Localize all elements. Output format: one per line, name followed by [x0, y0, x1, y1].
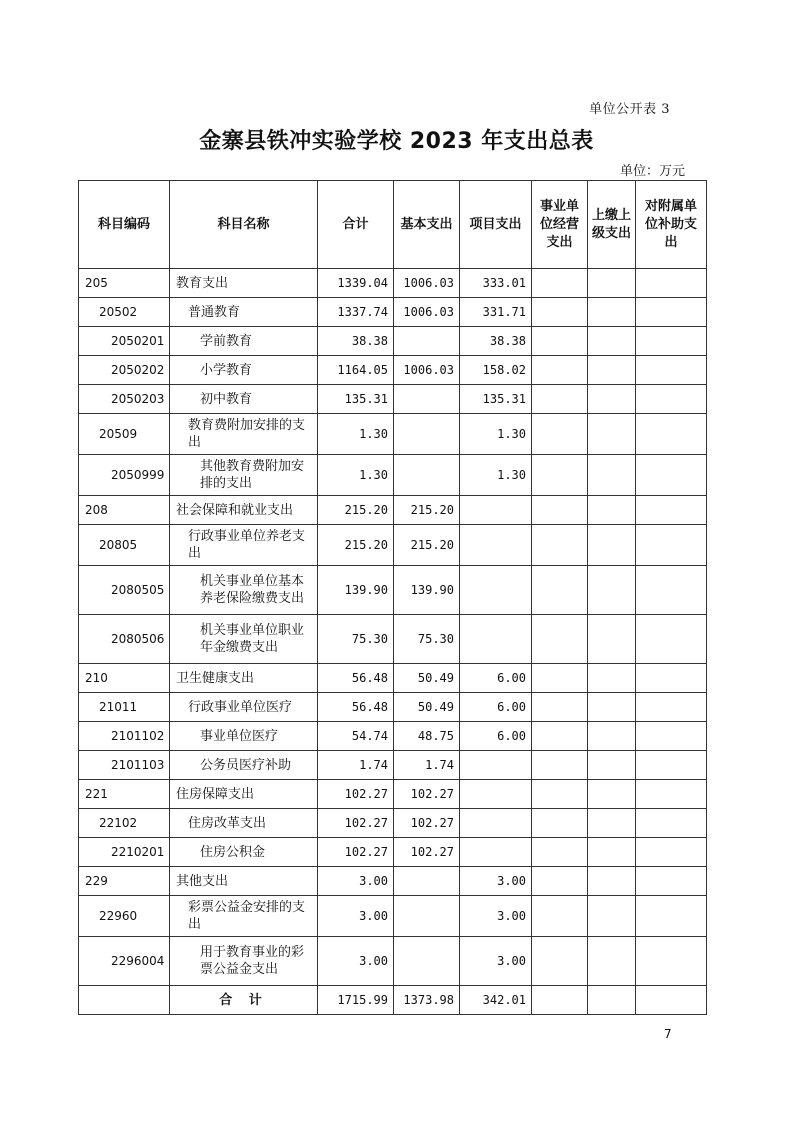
header-code: 科目编码: [79, 181, 170, 269]
cell-subsidy: [636, 356, 707, 385]
cell-total: 54.74: [318, 722, 394, 751]
cell-subsidy: [636, 525, 707, 566]
cell-code: 2050203: [79, 385, 170, 414]
cell-total: 1.30: [318, 414, 394, 455]
cell-upper: [588, 327, 636, 356]
table-row: [79, 809, 707, 838]
cell-basic: 50.49: [394, 664, 460, 693]
cell-biz: [532, 809, 588, 838]
cell-code: 20502: [79, 298, 170, 327]
cell-total: 38.38: [318, 327, 394, 356]
cell-name: 公务员医疗补助: [170, 751, 318, 780]
cell-code: 22960: [79, 896, 170, 937]
expenditure-table: [78, 180, 707, 1015]
total-upper: [588, 986, 636, 1015]
table-row: [79, 298, 707, 327]
table-row: [79, 269, 707, 298]
cell-biz: [532, 327, 588, 356]
cell-code: [79, 986, 170, 1015]
cell-basic: 1006.03: [394, 356, 460, 385]
cell-code: 20509: [79, 414, 170, 455]
cell-upper: [588, 269, 636, 298]
cell-subsidy: [636, 751, 707, 780]
cell-code: 221: [79, 780, 170, 809]
cell-name: 彩票公益金安排的支出: [170, 896, 318, 937]
cell-total: 56.48: [318, 664, 394, 693]
total-subsidy: [636, 986, 707, 1015]
cell-biz: [532, 838, 588, 867]
cell-project: 3.00: [460, 867, 532, 896]
cell-basic: [394, 455, 460, 496]
cell-project: 38.38: [460, 327, 532, 356]
cell-subsidy: [636, 896, 707, 937]
cell-project: 331.71: [460, 298, 532, 327]
table-row: [79, 327, 707, 356]
table-row: [79, 566, 707, 615]
page-title: 金寨县铁冲实验学校 2023 年支出总表: [199, 129, 594, 154]
cell-biz: [532, 566, 588, 615]
cell-basic: [394, 385, 460, 414]
cell-subsidy: [636, 867, 707, 896]
cell-basic: 102.27: [394, 780, 460, 809]
table-row: [79, 838, 707, 867]
cell-upper: [588, 298, 636, 327]
header-biz: 事业单位经营支出: [532, 181, 588, 269]
cell-biz: [532, 615, 588, 664]
cell-basic: 50.49: [394, 693, 460, 722]
cell-biz: [532, 896, 588, 937]
cell-project: [460, 751, 532, 780]
cell-name: 其他支出: [170, 867, 318, 896]
cell-basic: 102.27: [394, 809, 460, 838]
cell-upper: [588, 566, 636, 615]
cell-project: 3.00: [460, 896, 532, 937]
table-row: [79, 937, 707, 986]
table-row: [79, 751, 707, 780]
cell-biz: [532, 455, 588, 496]
cell-basic: 75.30: [394, 615, 460, 664]
cell-total: 3.00: [318, 867, 394, 896]
cell-project: 158.02: [460, 356, 532, 385]
table-row: [79, 664, 707, 693]
cell-code: 2210201: [79, 838, 170, 867]
cell-name: 学前教育: [170, 327, 318, 356]
cell-biz: [532, 693, 588, 722]
cell-biz: [532, 269, 588, 298]
cell-total: 102.27: [318, 809, 394, 838]
cell-total: 1.30: [318, 455, 394, 496]
cell-basic: [394, 937, 460, 986]
cell-basic: 215.20: [394, 496, 460, 525]
cell-total: 56.48: [318, 693, 394, 722]
cell-subsidy: [636, 496, 707, 525]
cell-basic: 102.27: [394, 838, 460, 867]
header-name: 科目名称: [170, 181, 318, 269]
table-row: [79, 414, 707, 455]
cell-biz: [532, 867, 588, 896]
total-biz: [532, 986, 588, 1015]
cell-code: 210: [79, 664, 170, 693]
cell-basic: 48.75: [394, 722, 460, 751]
cell-subsidy: [636, 809, 707, 838]
cell-code: 2080505: [79, 566, 170, 615]
cell-biz: [532, 414, 588, 455]
table-row: [79, 722, 707, 751]
cell-project: 6.00: [460, 664, 532, 693]
cell-project: [460, 615, 532, 664]
table-row: [79, 780, 707, 809]
cell-name: 行政事业单位养老支出: [170, 525, 318, 566]
cell-upper: [588, 525, 636, 566]
cell-upper: [588, 414, 636, 455]
cell-name: 社会保障和就业支出: [170, 496, 318, 525]
cell-subsidy: [636, 693, 707, 722]
cell-biz: [532, 298, 588, 327]
cell-project: [460, 566, 532, 615]
cell-code: 2101102: [79, 722, 170, 751]
table-row: [79, 455, 707, 496]
cell-total: 215.20: [318, 525, 394, 566]
total-total: 1715.99: [318, 986, 394, 1015]
cell-project: 6.00: [460, 693, 532, 722]
cell-upper: [588, 937, 636, 986]
cell-project: [460, 838, 532, 867]
cell-code: 2101103: [79, 751, 170, 780]
cell-code: 2050201: [79, 327, 170, 356]
cell-code: 20805: [79, 525, 170, 566]
cell-subsidy: [636, 615, 707, 664]
cell-upper: [588, 455, 636, 496]
cell-upper: [588, 693, 636, 722]
cell-total: 135.31: [318, 385, 394, 414]
cell-code: 21011: [79, 693, 170, 722]
cell-project: 1.30: [460, 414, 532, 455]
cell-project: [460, 525, 532, 566]
cell-basic: 139.90: [394, 566, 460, 615]
cell-code: 205: [79, 269, 170, 298]
cell-total: 3.00: [318, 896, 394, 937]
cell-name: 行政事业单位医疗: [170, 693, 318, 722]
cell-total: 1337.74: [318, 298, 394, 327]
cell-total: 102.27: [318, 780, 394, 809]
cell-project: 6.00: [460, 722, 532, 751]
table-row: [79, 867, 707, 896]
cell-project: [460, 780, 532, 809]
cell-name: 教育支出: [170, 269, 318, 298]
cell-biz: [532, 937, 588, 986]
table-row: [79, 896, 707, 937]
cell-subsidy: [636, 780, 707, 809]
cell-subsidy: [636, 838, 707, 867]
total-label: 合 计: [170, 986, 318, 1015]
cell-subsidy: [636, 269, 707, 298]
cell-upper: [588, 664, 636, 693]
cell-upper: [588, 867, 636, 896]
cell-subsidy: [636, 385, 707, 414]
page-number: 7: [664, 1027, 672, 1041]
cell-name: 住房公积金: [170, 838, 318, 867]
cell-total: 1164.05: [318, 356, 394, 385]
cell-project: 1.30: [460, 455, 532, 496]
unit-label: 单位：万元: [619, 164, 685, 179]
cell-subsidy: [636, 455, 707, 496]
header-project: 项目支出: [460, 181, 532, 269]
cell-basic: 1006.03: [394, 298, 460, 327]
table-body: [79, 269, 707, 1015]
cell-biz: [532, 780, 588, 809]
cell-subsidy: [636, 327, 707, 356]
table-row: [79, 496, 707, 525]
cell-basic: 1006.03: [394, 269, 460, 298]
cell-name: 机关事业单位职业年金缴费支出: [170, 615, 318, 664]
cell-name: 初中教育: [170, 385, 318, 414]
cell-total: 215.20: [318, 496, 394, 525]
cell-total: 139.90: [318, 566, 394, 615]
table-row: [79, 525, 707, 566]
cell-code: 2050202: [79, 356, 170, 385]
cell-biz: [532, 525, 588, 566]
cell-upper: [588, 780, 636, 809]
cell-project: 3.00: [460, 937, 532, 986]
cell-biz: [532, 356, 588, 385]
table-number: 单位公开表 3: [589, 102, 670, 117]
table-header-row: [79, 181, 707, 269]
cell-project: 135.31: [460, 385, 532, 414]
cell-project: 333.01: [460, 269, 532, 298]
cell-upper: [588, 356, 636, 385]
cell-name: 住房保障支出: [170, 780, 318, 809]
table-row: [79, 693, 707, 722]
cell-total: 1.74: [318, 751, 394, 780]
cell-total: 1339.04: [318, 269, 394, 298]
cell-upper: [588, 615, 636, 664]
cell-upper: [588, 385, 636, 414]
cell-name: 其他教育费附加安排的支出: [170, 455, 318, 496]
cell-code: 2296004: [79, 937, 170, 986]
cell-subsidy: [636, 566, 707, 615]
cell-upper: [588, 809, 636, 838]
cell-subsidy: [636, 298, 707, 327]
cell-code: 2080506: [79, 615, 170, 664]
cell-upper: [588, 496, 636, 525]
cell-code: 229: [79, 867, 170, 896]
cell-code: 208: [79, 496, 170, 525]
cell-name: 普通教育: [170, 298, 318, 327]
header-basic: 基本支出: [394, 181, 460, 269]
cell-name: 用于教育事业的彩票公益金支出: [170, 937, 318, 986]
cell-project: [460, 496, 532, 525]
header-upper: 上缴上级支出: [588, 181, 636, 269]
cell-subsidy: [636, 722, 707, 751]
header-total: 合计: [318, 181, 394, 269]
cell-basic: [394, 867, 460, 896]
table-row: [79, 356, 707, 385]
cell-upper: [588, 751, 636, 780]
cell-name: 住房改革支出: [170, 809, 318, 838]
cell-biz: [532, 385, 588, 414]
cell-subsidy: [636, 414, 707, 455]
cell-code: 22102: [79, 809, 170, 838]
total-project: 342.01: [460, 986, 532, 1015]
cell-name: 卫生健康支出: [170, 664, 318, 693]
cell-total: 75.30: [318, 615, 394, 664]
cell-upper: [588, 838, 636, 867]
total-basic: 1373.98: [394, 986, 460, 1015]
table-row: [79, 615, 707, 664]
cell-project: [460, 809, 532, 838]
cell-subsidy: [636, 937, 707, 986]
total-row: [79, 986, 707, 1015]
cell-biz: [532, 751, 588, 780]
cell-name: 事业单位医疗: [170, 722, 318, 751]
cell-basic: 1.74: [394, 751, 460, 780]
cell-biz: [532, 664, 588, 693]
cell-code: 2050999: [79, 455, 170, 496]
cell-name: 机关事业单位基本养老保险缴费支出: [170, 566, 318, 615]
cell-basic: [394, 327, 460, 356]
cell-basic: 215.20: [394, 525, 460, 566]
cell-basic: [394, 896, 460, 937]
cell-name: 小学教育: [170, 356, 318, 385]
cell-biz: [532, 722, 588, 751]
cell-name: 教育费附加安排的支出: [170, 414, 318, 455]
cell-upper: [588, 722, 636, 751]
header-subsidy: 对附属单位补助支出: [636, 181, 707, 269]
cell-subsidy: [636, 664, 707, 693]
cell-total: 102.27: [318, 838, 394, 867]
cell-upper: [588, 896, 636, 937]
cell-basic: [394, 414, 460, 455]
table-row: [79, 385, 707, 414]
cell-total: 3.00: [318, 937, 394, 986]
cell-biz: [532, 496, 588, 525]
